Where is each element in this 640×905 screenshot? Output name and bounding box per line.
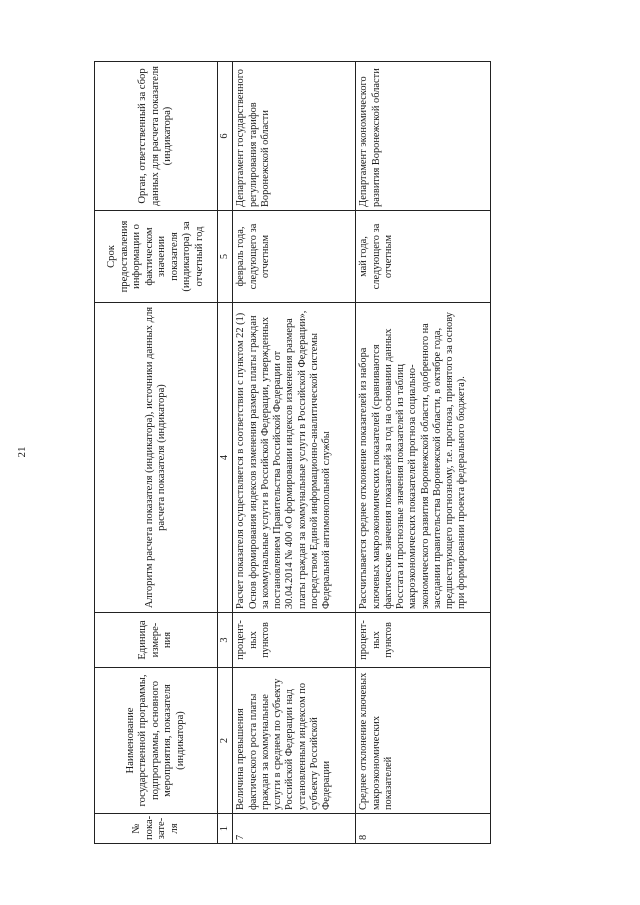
column-number: 1 <box>218 814 233 844</box>
header-deadline: Срок предоставления информации о фактическом значении показателя (индикатора) за отчетный год <box>95 211 218 303</box>
column-number: 5 <box>218 211 233 303</box>
table-row <box>356 62 491 844</box>
column-number: 2 <box>218 668 233 814</box>
indicator-unit: процент-ных пунктов <box>233 613 356 668</box>
indicator-unit: процент-ных пунктов <box>356 613 491 668</box>
indicator-agency: Департамент государственного регулирования тарифов Воронежской области <box>233 62 356 211</box>
table-landscape <box>94 62 484 844</box>
column-number: 4 <box>218 303 233 613</box>
page-number: 21 <box>16 446 28 458</box>
indicator-algorithm: Рассчитывается среднее отклонение показателей из набора ключевых макроэкономических показателей (сравниваются фактические значения показателей за год на основании данных Росстата и прогнозные значения показателей из таблиц макроэкономических показателей прогноза социально-экономического развития Воронежской области, одобренного на заседании правительства Воронежской области, в октябре года, предшествующего прогнозному, т.е. прогноза, принятого за основу при формировании проекта федерального бюджета). <box>356 303 491 613</box>
indicators-table <box>94 61 491 844</box>
column-number: 3 <box>218 613 233 668</box>
indicator-name: Величина превышения фактического роста платы граждан за коммунальные услуги в среднем по субъекту Российской Федерации над установленным индексом по субъекту Российской Федерации <box>233 668 356 814</box>
indicator-deadline: февраль года, следующего за отчетным <box>233 211 356 303</box>
indicator-name: Среднее отклонение ключевых макроэкономических показателей <box>356 668 491 814</box>
header-number: № пока-зате-ля <box>95 814 218 844</box>
header-unit: Единица измере-ния <box>95 613 218 668</box>
indicator-agency: Департамент экономического развития Воронежской области <box>356 62 491 211</box>
row-number: 8 <box>356 814 491 844</box>
table-row <box>233 62 356 844</box>
row-number: 7 <box>233 814 356 844</box>
rotated-table-frame <box>94 62 484 844</box>
header-row <box>95 62 218 844</box>
column-number: 6 <box>218 62 233 211</box>
indicator-algorithm: Расчет показателя осуществляется в соответствии с пунктом 22 (1) Основ формирования индексов изменения размера платы граждан за коммунальные услуги в Российской Федерации, утвержденных постановлением Правительства Российской Федерации от 30.04.2014 № 400 «О формировании индексов изменения размера платы граждан за коммунальные услуги в Российской Федерации», посредством Единой информационно-аналитической системы Федеральной антимонопольной службы <box>233 303 356 613</box>
header-agency: Орган, ответственный за сбор данных для расчета показателя (индикатора) <box>95 62 218 211</box>
column-number-row <box>218 62 233 844</box>
indicator-deadline: май года, следующего за отчетным <box>356 211 491 303</box>
header-algorithm: Алгоритм расчета показателя (индикатора), источники данных для расчета показателя (индикатора) <box>95 303 218 613</box>
header-name: Наименование государственной программы, подпрограммы, основного мероприятия, показателя (индикатора) <box>95 668 218 814</box>
